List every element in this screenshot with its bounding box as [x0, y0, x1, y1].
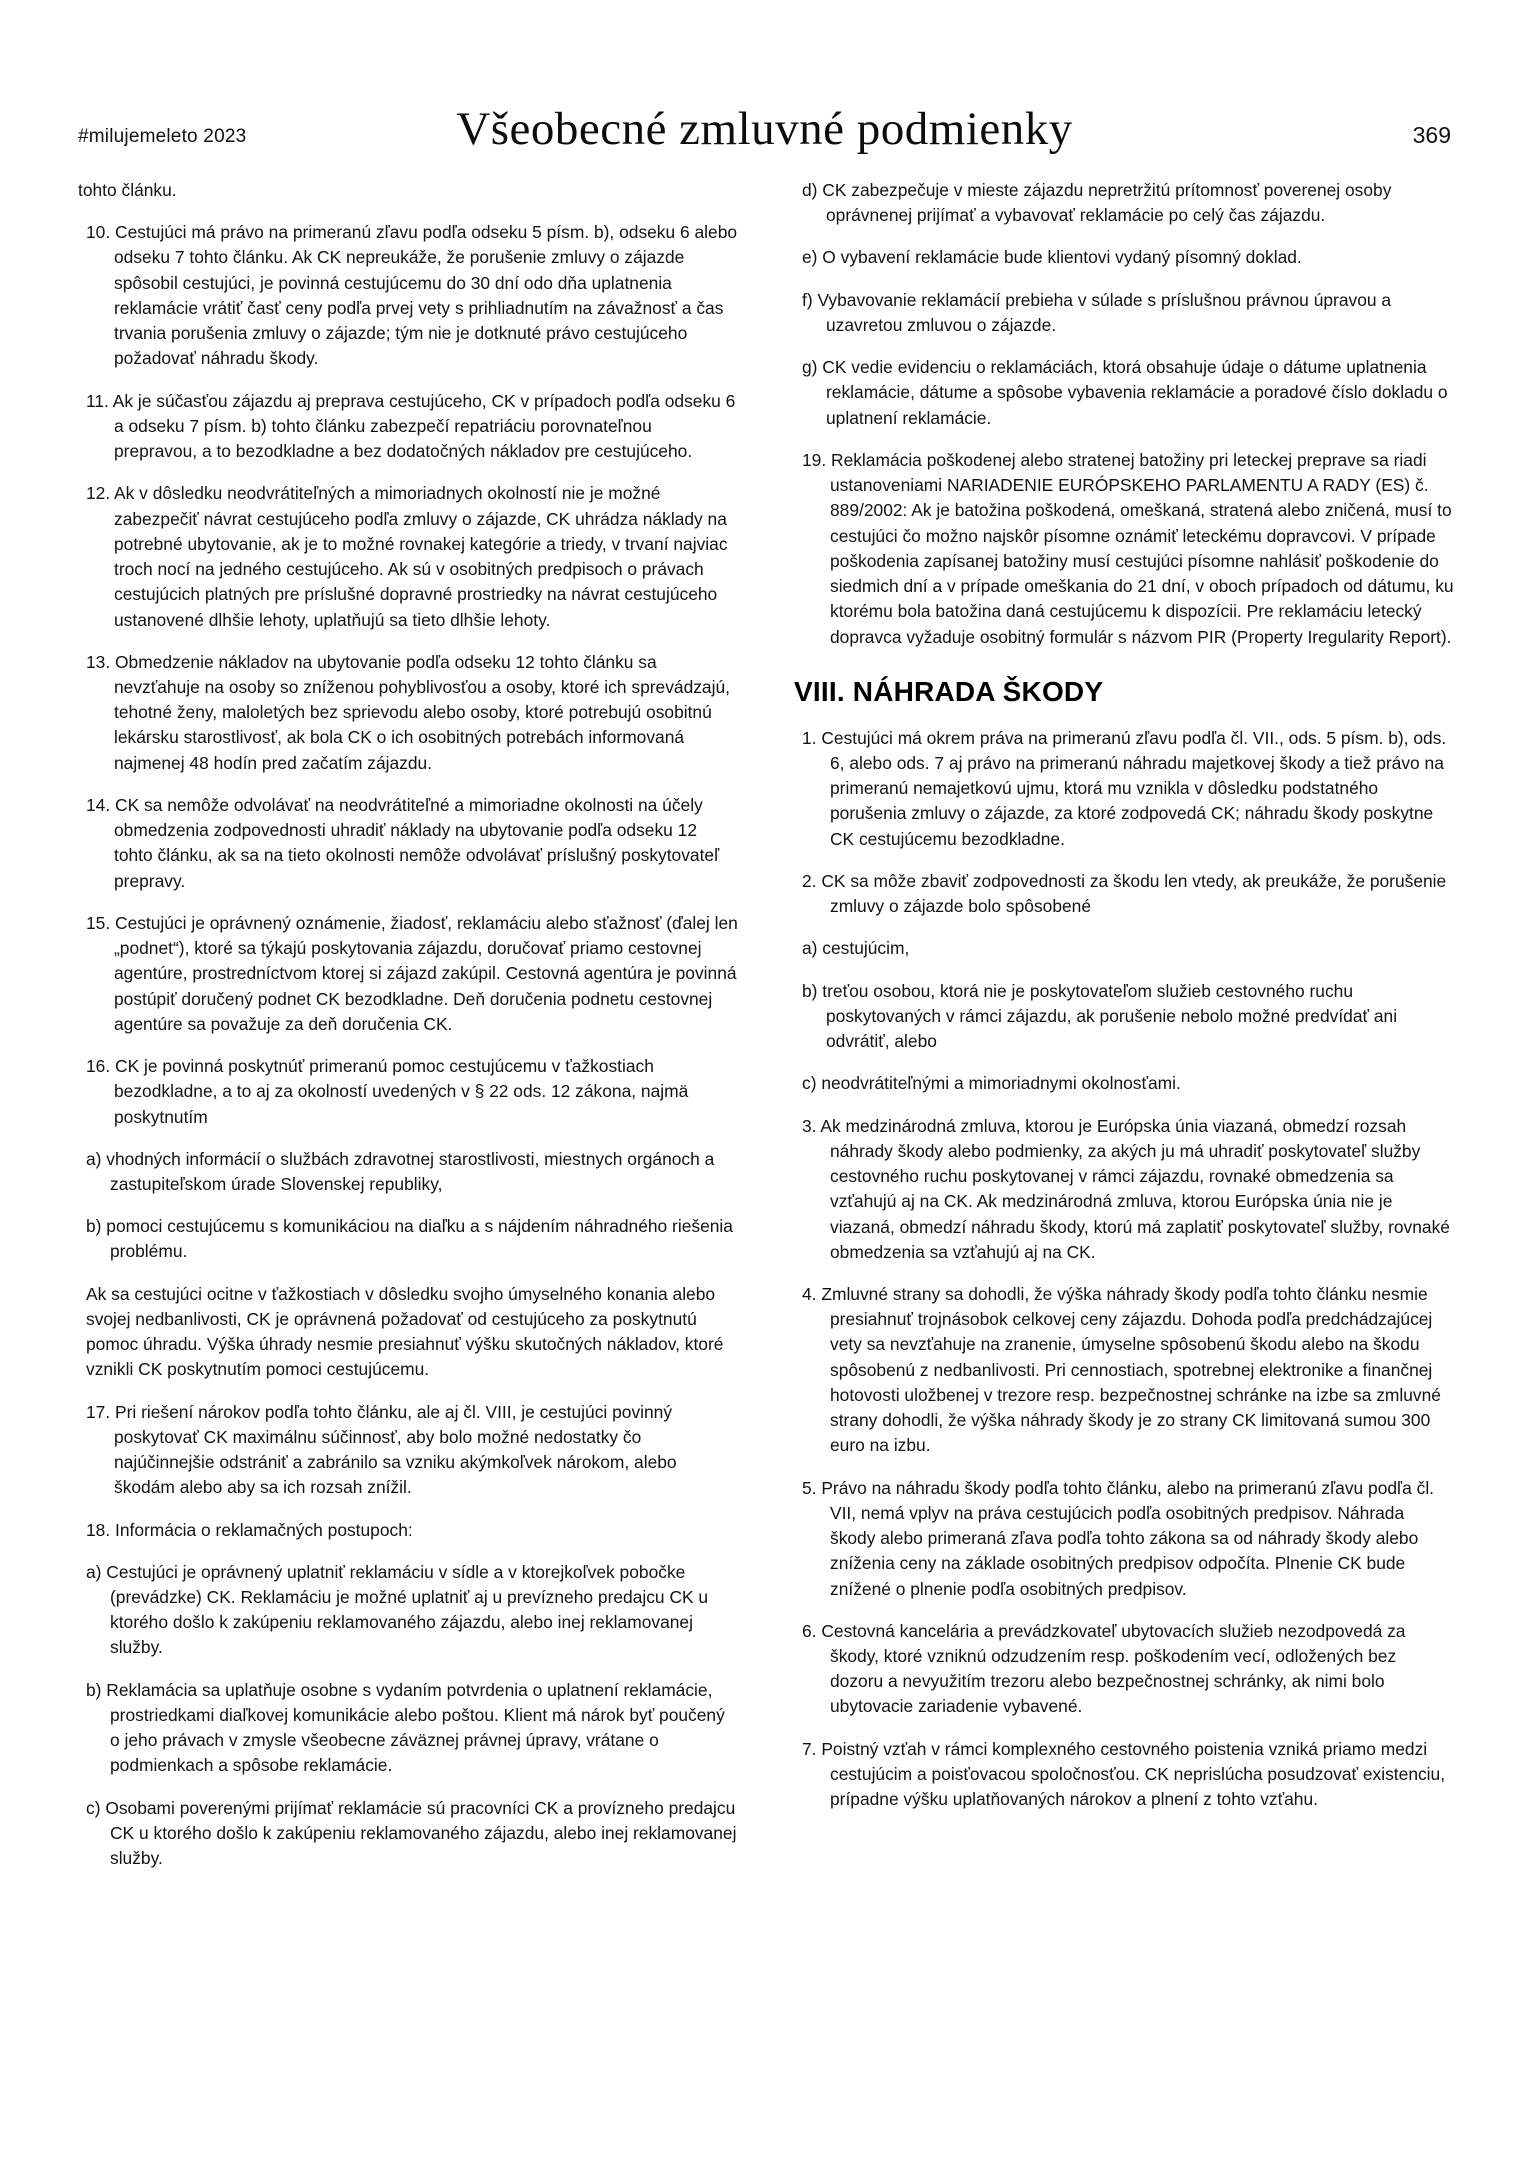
paragraph: d) CK zabezpečuje v mieste zájazdu nepretržitú prítomnosť poverenej osoby oprávnenej prijímať a vybavovať reklamácie po celý čas zájazdu. — [802, 180, 1392, 226]
paragraph: Ak sa cestujúci ocitne v ťažkostiach v dôsledku svojho úmyselného konania alebo svojej nedbanlivosti, CK je oprávnená požadovať od cestujúceho za poskytnutú pomoc úhradu. Výška úhrady nesmie presiahnuť výšku skutočných nákladov, ktoré vznikli CK poskytnutím pomoci cestujúcemu. — [86, 1283, 724, 1380]
paragraph: a) Cestujúci je oprávnený uplatniť reklamáciu v sídle a v ktorejkoľvek pobočke (prevádzke) CK. Reklamáciu je možné uplatniť aj u prevízneho predajcu CK u ktorého došlo k zakúpeniu reklamovaného zájazdu, alebo inej reklamovanej služby. — [86, 1561, 709, 1658]
page-title: Všeobecné zmluvné podmienky — [456, 103, 1073, 155]
page-number: 369 — [1412, 122, 1451, 148]
paragraph: 3. Ak medzinárodná zmluva, ktorou je Európska únia viazaná, obmedzí rozsah náhrady škody alebo podmienky, za akých ju má uhradiť poskytovateľ služby cestovného ruchu poskytovanej v rámci zájazdu, rovnaké obmedzenia sa vzťahujú aj na CK. Ak medzinárodná zmluva, ktorou Európska únia nie je viazaná, obmedzí náhradu škody, ktorú má zaplatiť poskytovateľ služby, rovnaké obmedzenia sa vzťahujú aj na CK. — [802, 1115, 1450, 1262]
paragraph: b) pomoci cestujúcemu s komunikáciou na diaľku a s nájdením náhradného riešenia problému. — [86, 1216, 733, 1262]
paragraph: a) vhodných informácií o službách zdravotnej starostlivosti, miestnych orgánoch a zastupiteľskom úrade Slovenskej republiky, — [86, 1148, 715, 1194]
paragraph: f) Vybavovanie reklamácií prebieha v súlade s príslušnou právnou úpravou a uzavretou zmluvou o zájazde. — [802, 289, 1392, 335]
page-header — [78, 103, 1451, 158]
two-column-body — [78, 178, 1459, 2100]
paragraph: e) O vybavení reklamácie bude klientovi vydaný písomný doklad. — [802, 247, 1302, 268]
paragraph: 2. CK sa môže zbaviť zodpovednosti za škodu len vtedy, ak preukáže, že porušenie zmluvy o zájazde bolo spôsobené — [802, 870, 1447, 917]
paragraph: c) neodvrátiteľnými a mimoriadnymi okolnosťami. — [802, 1073, 1181, 1094]
paragraph: 17. Pri riešení nárokov podľa tohto článku, ale aj čl. VIII, je cestujúci povinný poskytovať CK maximálnu súčinnosť, aby bolo možné nedostatky čo najúčinnejšie odstrániť a zabránilo sa vzniku akýmkoľvek nárokom, alebo škodám alebo aby sa ich rozsah znížil. — [86, 1401, 677, 1498]
section-heading: VIII. NÁHRADA ŠKODY — [794, 675, 1104, 707]
paragraph: 19. Reklamácia poškodenej alebo stratenej batožiny pri leteckej preprave sa riadi ustanoveniami NARIADENIE EURÓPSKEHO PARLAMENTU A RADY (ES) č. 889/2002: Ak je batožina poškodená, omeškaná, stratená alebo zničená, musí to cestujúci čo možno najskôr písomne oznámiť leteckému dopravcovi. V prípade poškodenia zapísanej batožiny musí cestujúci písomne nahlásiť poškodenie do siedmich dní a v prípade omeškania do 21 dní, v oboch prípadoch od dátumu, ku ktorému bola batožina daná cestujúcemu k dispozícii. Pre reklamáciu letecký dopravca vyžaduje osobitný formulár s názvom PIR (Property Iregularity Report). — [802, 449, 1454, 647]
paragraph: a) cestujúcim, — [802, 938, 910, 959]
paragraph: 6. Cestovná kancelária a prevádzkovateľ ubytovacích služieb nezodpovedá za škody, ktoré vzniknú odzudzením resp. poškodením vecí, odložených bez dozoru a nevyužitím trezoru alebo bezpečnostnej schránky, ak nimi bolo ubytovacie zariadenie vybavené. — [802, 1620, 1406, 1717]
paragraph: g) CK vedie evidenciu o reklamáciách, ktorá obsahuje údaje o dátume uplatnenia reklamácie, dátume a spôsobe vybavenia reklamácie a poradové číslo dokladu o uplatnení reklamácie. — [802, 357, 1448, 428]
paragraph: 5. Právo na náhradu škody podľa tohto článku, alebo na primeranú zľavu podľa čl. VII, nemá vplyv na práva cestujúcich podľa osobitných predpisov. Náhrada škody alebo primeraná zľava podľa tohto zákona sa od náhrady škody alebo zníženia ceny na základe osobitných predpisov odpočíta. Plnenie CK bude znížené o plnenie podľa osobitných predpisov. — [802, 1477, 1435, 1599]
paragraph: 18. Informácia o reklamačných postupoch: — [86, 1519, 413, 1540]
paragraph: b) treťou osobou, ktorá nie je poskytovateľom služieb cestovného ruchu poskytovaných v rámci zájazdu, ak porušenie nebolo možné predvídať ani odvrátiť, alebo — [802, 980, 1398, 1052]
paragraph: 7. Poistný vzťah v rámci komplexného cestovného poistenia vzniká priamo medzi cestujúcim a poisťovacou spoločnosťou. CK neprislúcha posudzovať existenciu, prípadne výšku uplatňovaných nárokov a plnení z tohto vzťahu. — [802, 1738, 1446, 1810]
paragraph: tohto článku. — [78, 180, 177, 200]
paragraph: 10. Cestujúci má právo na primeranú zľavu podľa odseku 5 písm. b), odseku 6 alebo odseku 7 tohto článku. Ak CK nepreukáže, že porušenie zmluvy o zájazde spôsobil cestujúci, je povinná cestujúcemu do 30 dní odo dňa uplatnenia reklamácie vrátiť časť ceny podľa prvej vety s prihliadnutím na závažnosť a čas trvania porušenia zmluvy o zájazde; tým nie je dotknuté právo cestujúceho požadovať náhradu škody. — [86, 222, 738, 369]
paragraph: 4. Zmluvné strany sa dohodli, že výška náhrady škody podľa tohto článku nesmie presiahnuť trojnásobok celkovej ceny zájazdu. Dohoda podľa predchádzajúcej vety sa nevzťahuje na zranenie, úmyselne spôsobenú škodu alebo na škodu spôsobenú z nedbanlivosti. Pri cennostiach, spotrebnej elektronike a finančnej hotovosti uložbenej v trezore resp. bezpečnostnej schránke na izbe sa zmluvné strany dohodli, že výška náhrady škody je zo strany CK limitovaná sumou 300 euro na izbu. — [802, 1283, 1441, 1456]
paragraph: 13. Obmedzenie nákladov na ubytovanie podľa odseku 12 tohto článku sa nevzťahuje na osoby so zníženou pohyblivosťou a osoby, ktoré ich sprevádzajú, tehotné ženy, maloletých bez sprievodu alebo osoby, ktoré potrebujú osobitnú lekársku starostlivosť, ak bola CK o ich osobitných potrebách informovaná najmenej 48 hodín pred začatím zájazdu. — [86, 651, 730, 773]
paragraph: 16. CK je povinná poskytnúť primeranú pomoc cestujúcemu v ťažkostiach bezodkladne, a to aj za okolností uvedených v § 22 ods. 12 zákona, najmä poskytnutím — [86, 1056, 689, 1127]
right-column — [794, 178, 1454, 2100]
paragraph: c) Osobami poverenými prijímať reklamácie sú pracovníci CK a provízneho predajcu CK u ktorého došlo k zakúpeniu reklamovaného zájazdu, alebo inej reklamovanej služby. — [86, 1797, 737, 1869]
paragraph: 14. CK sa nemôže odvolávať na neodvrátiteľné a mimoriadne okolnosti na účely obmedzenia zodpovednosti uhradiť náklady na ubytovanie podľa odseku 12 tohto článku, ak sa na tieto okolnosti nemôže odvolávať príslušný poskytovateľ prepravy. — [86, 794, 720, 891]
left-column — [78, 178, 738, 2100]
paragraph: 1. Cestujúci má okrem práva na primeranú zľavu podľa čl. VII., ods. 5 písm. b), ods. 6, alebo ods. 7 aj právo na primeranú náhradu majetkovej škody a tiež právo na primeranú nemajetkovú ujmu, ktorá mu vznikla v dôsledku podstatného porušenia zmluvy o zájazde, za ktoré zodpovedá CK; náhradu škody poskytne CK cestujúcemu bezodkladne. — [802, 727, 1447, 849]
paragraph: 15. Cestujúci je oprávnený oznámenie, žiadosť, reklamáciu alebo sťažnosť (ďalej len „podnet“), ktoré sa týkajú poskytovania zájazdu, doručovať priamo cestovnej agentúre, prostredníctvom ktorej si zájazd zakúpil. Cestovná agentúra je povinná postúpiť doručený podnet CK bezodkladne. Deň doručenia podnetu cestovnej agentúre sa považuje za deň doručenia CK. — [86, 912, 738, 1034]
paragraph: 11. Ak je súčasťou zájazdu aj preprava cestujúceho, CK v prípadoch podľa odseku 6 a odseku 7 písm. b) tohto článku zabezpečí repatriáciu porovnateľnou prepravou, a to bezodkladne a bez dodatočných nákladov pre cestujúceho. — [86, 390, 736, 462]
header-hashtag: #milujemeleto 2023 — [78, 126, 247, 147]
paragraph: b) Reklamácia sa uplatňuje osobne s vydaním potvrdenia o uplatnení reklamácie, prostriedkami diaľkovej komunikácie alebo poštou. Klient má nárok byť poučený o jeho právach v zmysle všeobecne záväznej právnej úpravy, vrátane o podmienkach a spôsobe reklamácie. — [86, 1679, 725, 1776]
paragraph: 12. Ak v dôsledku neodvrátiteľných a mimoriadnych okolností nie je možné zabezpečiť návrat cestujúceho podľa zmluvy o zájazde, CK uhrádza náklady na potrebné ubytovanie, ak je to možné rovnakej kategórie a triedy, v trvaní najviac troch nocí na jedného cestujúceho. Ak sú v osobitných predpisoch o právach cestujúcich platných pre príslušné dopravné prostriedky na návrat cestujúceho ustanovené dlhšie lehoty, uplatňujú sa tieto dlhšie lehoty. — [86, 483, 728, 630]
